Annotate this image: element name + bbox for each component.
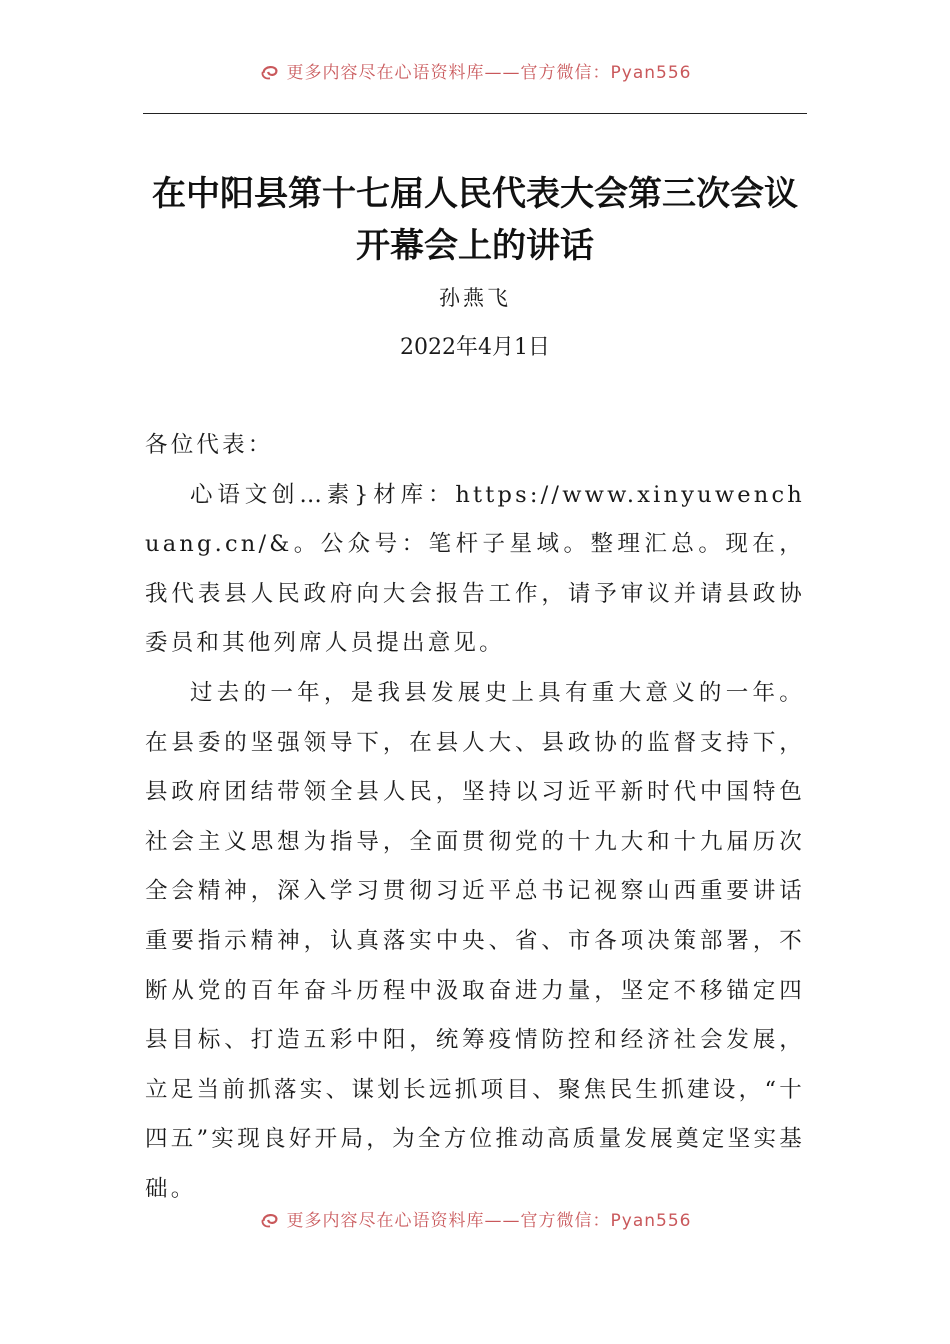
swirl-logo-icon	[259, 1208, 281, 1230]
header-watermark	[0, 52, 950, 82]
paragraph-1: 心语文创…素}材库：https://www.xinyuwenchuang.cn/&。公众号：笔杆子星域。整理汇总。现在，我代表县人民政府向大会报告工作，请予审议并请县政协委员和其他列席人员提出意见。	[145, 481, 805, 657]
footer-watermark	[0, 1200, 950, 1230]
document-body	[145, 421, 805, 1215]
header-rule	[143, 113, 807, 114]
document-date: 2022年4月1日	[400, 335, 550, 360]
document-title: 在中阳县第十七届人民代表大会第三次会议开幕会上的讲话	[152, 174, 798, 266]
salutation: 各位代表：	[145, 432, 274, 458]
paragraph-2: 过去的一年，是我县发展史上具有重大意义的一年。在县委的坚强领导下，在县人大、县政协的监督支持下，县政府团结带领全县人民，坚持以习近平新时代中国特色社会主义思想为指导，全面贯彻党的十九大和十九届历次全会精神，深入学习贯彻习近平总书记视察山西重要讲话重要指示精神，认真落实中央、省、市各项决策部署，不断从党的百年奋斗历程中汲取奋进力量，坚定不移锚定四县目标、打造五彩中阳，统筹疫情防控和经济社会发展，立足当前抓落实、谋划长远抓项目、聚焦民生抓建设，“十四五”实现良好开局，为全方位推动高质量发展奠定坚实基础。	[145, 679, 805, 1202]
watermark-text: 更多内容尽在心语资料库——官方微信：Pyan556	[286, 63, 692, 82]
watermark-text: 更多内容尽在心语资料库——官方微信：Pyan556	[286, 1211, 692, 1230]
document-author: 孙燕飞	[439, 286, 511, 310]
swirl-logo-icon	[259, 60, 281, 82]
